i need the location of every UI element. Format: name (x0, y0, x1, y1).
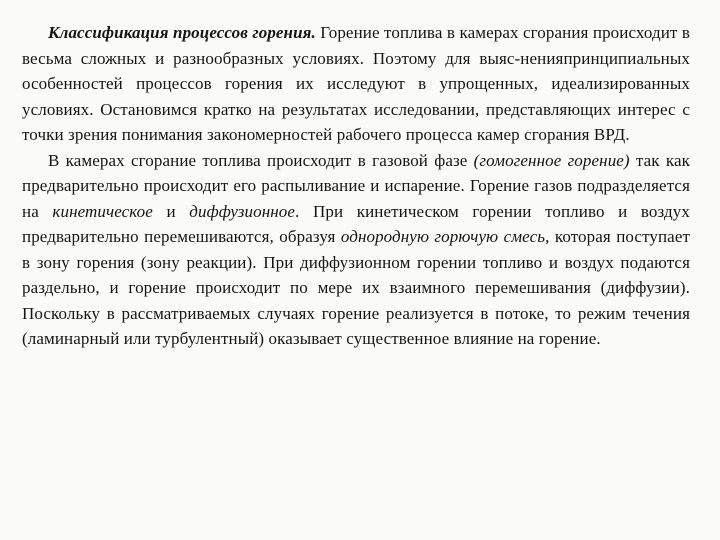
paragraph-lead-phrase: Классификация процессов горения. (48, 23, 321, 42)
text-segment: (гомогенное горение) (473, 150, 630, 170)
text-segment: кинетическое (52, 201, 153, 221)
paragraph (22, 148, 690, 352)
text-segment: однородную горючую смесь, (340, 227, 550, 246)
text-segment: диффузионное (189, 201, 296, 221)
text-segment: и (152, 201, 190, 221)
paragraph (22, 20, 690, 148)
text-segment: В камерах сгорание топлива происходит в газовой фазе (48, 150, 474, 170)
text-segment: которая поступает в зону горения (зону реакции). При диффузионном горении топливо и воздух подаются раздельно, и горение происходит по мере их взаимного перемешивания (диффузии). Поскольку в рассматриваемых случаях горение реализуется в потоке, то режим течения (ламинарный или турбулентный) оказывает существенное влияние на горение. (22, 227, 690, 348)
text-segment: . При кинетическом горении топливо и воздух предварительно перемешиваются, образуя (22, 201, 690, 246)
body-text (22, 20, 690, 352)
text-segment: Горение топлива в камерах сгорания происходит в весьма сложных и разнообразных условиях. Поэтому для выяс-ненияпринципиальных особенностей процессов горения их исследуют в упрощенных, идеализированных условиях. Остановимся кратко на результатах исследовании, представляющих интерес с точки зрения понимания закономерностей рабочего процесса камер сгорания ВРД. (22, 23, 690, 144)
text-segment: так как предварительно происходит его распыливание и испарение. Горение газов подразделяется на (22, 150, 690, 221)
